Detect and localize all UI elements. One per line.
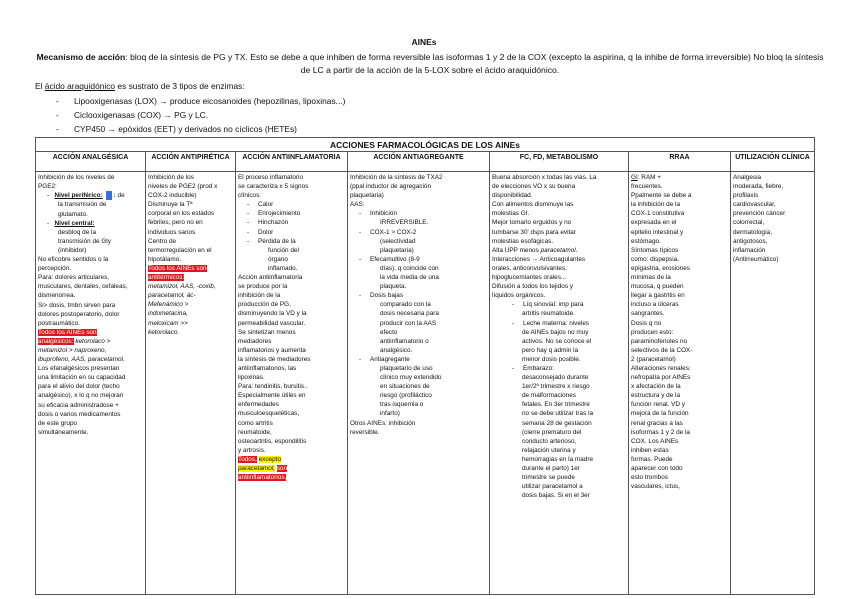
text-line: dermatología, [733,228,773,236]
text-line: Mejor tomarlo erguidos y no [492,219,572,227]
text-line [492,246,626,255]
text-line [148,264,233,273]
text-line: hipotálamo. [148,255,182,263]
text-line: COX-1 constitutiva [631,210,685,218]
text-line: termorregulación en el [148,246,212,254]
text-line: Los efanalgésicos presentan [38,365,120,373]
text-line: durante el parto) 1er [522,465,580,472]
text-line: PGE2: [38,183,57,191]
text-span: Nivel central: [54,219,95,227]
text-line [38,337,143,346]
header-antipiretica: ACCIÓN ANTIPIRÉTICA [146,152,236,172]
text-line: frecuentes. [631,183,663,191]
highlight-red: Todos los AINEs son [38,328,97,336]
highlight-red: Todos los AINEs son [148,264,207,272]
text-line: AAS: [350,201,365,209]
text-line: Si> dosis, tmbn sirven para [38,301,116,309]
text-line: dosis bajas. Si en el 3er [522,492,590,500]
text-line: tras isquemia o [380,401,424,409]
text-line: epitelio intestinal y [631,228,684,236]
text-line: desaconsejado durante [522,374,589,382]
cell-clinica [731,172,815,595]
enzyme-item: - CYP450 → epóxidos (EET) y derivados no cíclicos (HETEs) [56,122,345,136]
text-line: Inhibición de la síntesis de TXA2 [350,174,443,181]
highlight-yellow: excepto [258,455,281,463]
text-line: estómago. [631,237,661,245]
text-line: - Pérdida de la [247,237,296,245]
text-line: dolores postoperatorio, dolor [38,310,120,318]
header-antiinflamatoria: ACCIÓN ANTIINFLAMATORIA [236,152,348,172]
text-line: una limitación en su capacidad [38,374,126,382]
text-line: Difusión a todos los tejidos y [492,283,573,291]
text-line: fetales. En 3er trimestre [522,401,590,409]
text-line: metamizol > naproxeno, [38,346,107,354]
text-line: - Dosis bajas [359,292,404,300]
text-line: analgésico. [380,346,413,354]
text-line: COX-2 inducible) [148,192,197,200]
text-line: molestias esofágicas. [492,237,554,245]
text-line: no se debe utilizar tras la [522,410,594,418]
text-line: (cierre prematuro del [522,428,582,436]
text-line: - Leche materna: niveles [512,319,590,327]
cell-fc [490,172,629,595]
text-line [238,464,345,473]
text-line: simultáneamente. [38,428,89,436]
text-line: Disminuye la Tª [148,201,193,209]
text-line: plaquetario de uso [380,364,433,372]
text-line: función del [268,246,299,254]
text-line: paraminofenoles no [631,337,688,345]
text-line: - Hinchazón [247,219,289,227]
mechanism-label: Mecanismo de acción [36,52,126,62]
text-line: IRREVERSIBLE. [380,219,429,227]
text-line: ibuprofeno, AAS, paracetamol. [38,356,125,364]
text-line: Mefenámico > [148,301,189,309]
text-line: antigotosos, [733,237,768,245]
text-line: función renal. VD y [631,401,685,409]
text-line: Especialmente útiles en [238,392,306,400]
text-line: hemorragias en la madre [522,455,594,463]
intro-underlined: ácido araquidónico [44,81,116,91]
document-title: AINEs [411,37,437,47]
highlight-yellow: paracetamol, [238,465,275,472]
text-line: inflamación [733,246,766,254]
text-line: percepción. [38,265,72,273]
text-line: como: dispepsia, [631,255,679,263]
text-line: y artrosis. [238,446,266,454]
text-line: corporal en los estados [148,210,215,218]
text-line: musculares, dentales, cefaleas, [38,283,128,291]
text-line [148,273,233,282]
text-line: Para: tendinitis, bursitis.. [238,383,308,391]
header-rraa: RRAA [629,152,731,172]
text-span: : RAM + [637,174,662,181]
text-line: inflamatorios y aumenta [238,346,306,354]
text-line: meloxicam >> [148,319,188,327]
header-analgesica: ACCIÓN ANALGÉSICA [36,152,146,172]
text-line: clínico muy extendido [380,374,442,382]
text-line: plaqueta. [380,283,407,291]
text-line: disponibilidad. [492,192,533,200]
text-line: Acción antiinflamatoria [238,274,303,282]
text-span: GI [631,174,638,181]
text-line: riesgo (profiláctico [380,392,432,400]
highlight-red: son [276,465,288,472]
text-line: en situaciones de [380,383,430,391]
text-line: producción de PG, [238,301,291,309]
text-line: glutamato. [58,210,88,218]
text-line: (selectividad [380,237,416,245]
text-line: sangrantes. [631,310,665,318]
text-line: plaquetaria) [350,192,384,200]
text-line: Analgesia [733,174,762,181]
text-span: Leche materna: niveles [523,319,590,327]
text-line: molestias GI. [492,210,530,218]
text-line [38,328,143,337]
text-line: su eficacia administradose + [38,401,119,409]
text-line: niveles de PGE2 (prod x [148,183,218,191]
text-span: Dosis bajas [370,292,404,300]
text-span: Calor [258,201,274,209]
text-line: - Antiagregante [359,355,410,363]
actions-table [35,137,815,595]
text-line: lipoxinas. [238,374,265,382]
enzyme-item: - Lipooxigenasas (LOX) → produce eicosanoides (hepozilinas, lipoxinas...) [56,94,345,108]
text-span: Dolor [258,228,274,236]
text-line: Alteraciones renales: [631,364,691,372]
header-fc: FC, FD, METABOLISMO [490,152,629,172]
text-line: indometacina, [148,310,188,318]
text-line: producen esto: [631,328,674,336]
intro-suffix: es sustrato de 3 tipos de enzimas: [115,81,245,91]
text-cursor-icon [106,191,112,200]
text-line: - Líq sinovial: imp para [512,301,584,309]
cell-antiagregante [348,172,490,595]
text-line: - Nivel central: [47,219,95,227]
text-line: - Embarazo: [512,364,554,372]
text-line: esto trombos [631,474,668,482]
text-line: Buena absorción x todas las vías. La [492,174,597,181]
enzyme-item: - Ciclooxigenasas (COX) → PG y LC. [56,108,345,122]
text-line: enfermedades [238,401,279,409]
text-line: - Calor [247,201,274,209]
text-line: mucosa, q pueden [631,283,684,291]
table-title: ACCIONES FARMACOLÓGICAS DE LOS AINEs [36,138,815,152]
text-line: El proceso inflamatorio [238,174,304,181]
text-line: Inhibición de los niveles de [38,174,115,181]
text-line: Centro de [148,237,177,245]
enzyme-list [56,94,345,136]
text-span: Inhibición [370,210,398,218]
text-line: infarto) [380,410,400,418]
text-span: Alta UPP menos [492,246,539,254]
text-line: Dosis q no [631,319,662,327]
text-line: como artritis [238,419,273,427]
highlight-red: antitérmicos: [148,274,185,282]
mechanism-paragraph [35,51,825,77]
text-line: artritis reumatoide. [522,310,575,318]
text-line: la inhibición de la [631,201,681,209]
text-line: de elecciones VO x su buena [492,183,576,191]
text-line: metamizol, AAS, -coxib, [148,283,216,291]
text-line: activos. No se conoce el [522,337,592,345]
text-line: (Antirreumático) [733,255,779,263]
text-line: isoformas 1 y 2 de la [631,428,690,436]
text-line: vasculares, ictus, [631,483,681,491]
text-line: postraumático. [38,319,80,327]
text-line [238,455,345,464]
text-line: febriles, pero no en [148,219,203,227]
text-line: musculoesqueléticas, [238,410,300,418]
text-line: renal gracias a las [631,419,683,427]
text-span: Efecamultivo (8-9 [370,255,420,263]
text-line: se caracteriza x 5 signos [238,183,309,191]
text-line: permeabilidad vascular. [238,319,306,327]
text-line: nefropatía por AINEs [631,374,691,382]
text-line: - Enrojecimiento [247,210,301,218]
text-line: hipoglucemiantes orales... [492,274,567,282]
text-line: mediadores [238,337,272,345]
text-span: Pérdida de la [258,237,296,245]
text-line: (ppal inductor de agregación [350,183,432,191]
text-line: epigastria, erosiones [631,264,690,272]
text-line: comparado con la [380,301,431,309]
mechanism-text: : bloq de la síntesis de PG y TX. Esto se debe a que inhiben de forma reversible las isoformas 1 y 2 de la COX (excepto la aspirina, q la inhibe de forma irreversible) No bloq la síntesis de LC a partir de la acción de la 5-LOX sobre el ácido araquidónico. [125,52,824,75]
text-span: Hinchazón [258,219,289,227]
text-line: analgésico), x lo q no mejoran [38,392,124,400]
header-antiagregante: ACCIÓN ANTIAGREGANTE [348,152,490,172]
text-line: - Nivel periférico: ↓ de [47,192,125,200]
text-line: estructura y de la [631,392,681,400]
text-line [238,473,345,482]
text-line: días), q coincide con [380,264,439,272]
cell-antipiretica [146,172,236,595]
text-line: menor dosis posible. [522,355,581,363]
text-line: líquidos orgánicos. [492,292,546,300]
text-line: conducto arterioso, [522,437,577,445]
cell-rraa [629,172,731,595]
text-line: - Efecamultivo (8-9 [359,255,420,263]
text-line: relajación uterina y [522,446,576,454]
text-span: ↓ de [112,192,125,200]
text-line: trimestre se puede [522,474,575,482]
text-line: - COX-1 > COX-2 [359,228,417,236]
text-line: mejora de la función [631,410,689,418]
text-line: Se sintetizan menos [238,328,296,336]
text-line: la vida media de una [380,274,439,282]
text-line: formas. Puede [631,455,673,463]
text-line: efecto [380,328,398,336]
text-line: para el alivio del dolor (techo [38,383,120,391]
text-span: ketorolaco > [75,337,111,345]
text-line: ketorolaco. [148,328,180,336]
text-line: clínicos: [238,192,262,200]
text-line: inhibición de la [238,292,281,300]
text-line: antiinflamatorios, las [238,364,297,372]
text-line: expresada en el [631,219,677,227]
text-line: pero hay q admin la [522,346,579,354]
text-line: individuos sanos [148,228,196,236]
text-line: desbloq de la [58,228,97,236]
text-line: utilizar paracetamol a [522,483,583,491]
text-line: producir con la AAS [380,319,437,327]
intro-prefix: El [35,81,45,91]
text-span: Enrojecimiento [258,210,301,218]
text-line: Ppalmente se debe a [631,192,692,200]
text-line: 2 (paracetamol) [631,355,676,363]
text-line: aparecer con todo [631,465,683,472]
text-line: - Inhibición [359,210,398,218]
text-line: la transmisión de [58,201,107,209]
text-line: Otros AINEs: inhibición [350,419,416,427]
text-line: profilaxis [733,192,759,200]
text-span: Antiagregante [370,355,410,363]
text-line: x afectación de la [631,383,681,391]
text-line: la síntesis de mediadores [238,355,311,363]
text-line: tumbarse 30' dsps para evitar [492,228,576,236]
text-line: COX. Los AINEs [631,437,679,445]
text-line: reumatoide, [238,428,272,436]
text-line: dosis o varios medicamentos [38,410,121,418]
text-line: paracetamol, ác- [148,292,196,300]
cell-analgesica [36,172,146,595]
text-line: de AINEs bajos no muy [522,328,589,336]
text-span: Nivel periférico: [54,192,103,200]
text-span: Líq sinovial: imp para [523,301,584,309]
text-line: Para: dolores articulares, [38,274,110,282]
text-line: de este grupo [38,419,78,427]
text-line: antiinflamatorio o [380,337,429,345]
text-span: Embarazo: [523,364,554,372]
text-line: moderada, fiebre, [733,183,784,191]
text-line: inhiben estas [631,446,669,454]
text-line: 1er/2º trimestre x riesgo [522,383,590,391]
highlight-red: antiinflamatorios. [238,474,287,482]
header-clinica: UTILIZACIÓN CLÍNICA [731,152,815,172]
text-span: COX-1 > COX-2 [370,228,417,236]
text-line: se produce por la [238,283,288,291]
text-line: (inhibidor) [58,246,87,254]
text-line: No eficobre sentidos o la [38,256,109,264]
text-line: Inhibición de los [148,174,194,181]
text-line: reversible. [350,428,380,436]
text-line: dismenorrea. [38,292,76,300]
text-line [631,173,728,182]
text-line: colorrectal, [733,219,765,227]
text-line: dosis necesaria para [380,310,439,318]
text-line: cardiovascular, [733,201,776,209]
text-line: de malformaciones [522,392,576,400]
highlight-red: Todos, [238,455,257,463]
text-line: Con alimentos disminuye las [492,201,574,209]
text-line: inflamado. [268,264,298,272]
text-line: disminuyendo la VD y la [238,310,307,318]
intro-line [35,80,245,93]
text-line: transmisión de Gly [58,237,111,245]
cell-antiinflamatoria [236,172,348,595]
text-line: mínimas de la [631,274,671,282]
text-line: órgano [268,255,288,263]
text-line: - Dolor [247,228,274,236]
text-span: paracetamol. [540,246,578,254]
text-line: prevención cáncer [733,210,786,218]
text-line: orales, anticonvulsivantes, [492,264,567,272]
text-line: llegar a gastritis en [631,292,685,300]
text-line: semana 28 de gestación [522,419,592,427]
highlight-red: analgésicos: [38,337,74,345]
text-line: osteoartritis, espondilitis [238,437,307,445]
text-line: selectivos de la COX- [631,346,693,354]
text-line: Interacciones → Anticoagulantes [492,255,586,263]
text-line: plaquetaria) [380,246,414,254]
text-line: Síntomas típicos [631,246,679,254]
text-line: incluso a úlceras [631,301,679,309]
